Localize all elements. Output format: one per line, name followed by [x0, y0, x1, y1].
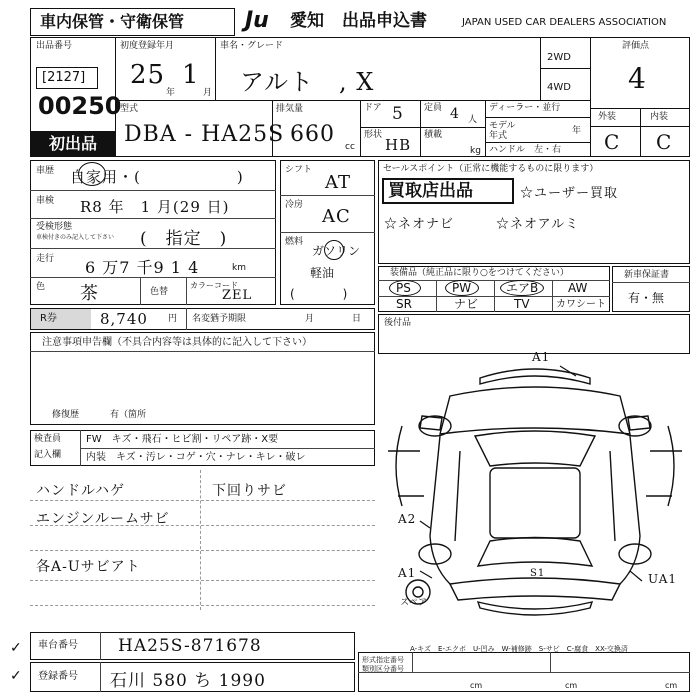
association-name: JAPAN USED CAR DEALERS ASSOCIATION — [462, 17, 667, 28]
usage-label: 車歴 — [36, 166, 55, 176]
certificate-cm-2: cm — [565, 681, 578, 690]
fuel-label: 燃料 — [285, 237, 304, 247]
model-value: DBA - HA25S — [124, 122, 285, 147]
plate-value: 石川 580 ち 1990 — [110, 671, 266, 691]
remark-2: 下回りサビ — [212, 483, 287, 499]
door-value: 5 — [392, 104, 404, 124]
damage-a1-front: A1 — [532, 350, 551, 364]
form-title: 出品申込書 — [342, 11, 427, 31]
damage-a2-left: A2 — [398, 512, 417, 526]
notes-label: 注意事項申告欄（不具合内容等は具体的に記入して下さい） — [42, 337, 312, 348]
equip-tv: TV — [514, 297, 530, 311]
certificate-label-1: 形式指定番号 — [362, 656, 404, 664]
sales-point-label: セールスポイント（正常に機能するものに限ります） — [383, 164, 599, 174]
score-label: 評価点 — [622, 41, 650, 51]
model-year-unit: 年 — [572, 126, 582, 136]
equip-sr: SR — [396, 297, 412, 311]
aftermarket-label: 後付品 — [384, 318, 412, 328]
cc-label: 排気量 — [276, 104, 304, 114]
load-unit: kg — [470, 146, 481, 156]
remark-4: 各A-Uサビアト — [36, 559, 141, 575]
equip-navi: ナビ — [454, 297, 479, 311]
lot-small-number: [2127] — [42, 70, 86, 85]
damage-legend: A-キズ E-エクボ U-凹み W-補修跡 S-サビ C-腐食 XX-交換済 — [410, 645, 628, 653]
ju-logo: Ju — [245, 8, 269, 33]
interior-label: 内装 — [650, 112, 669, 122]
color-value: 茶 — [80, 283, 99, 304]
spare-label: スペア — [400, 598, 428, 608]
registration-month: 1 — [182, 60, 200, 90]
equip-pw-circle — [445, 280, 479, 296]
inspector-label-2: 記入欄 — [34, 450, 62, 460]
car-name: アルト , X — [240, 68, 375, 96]
capacity-value: 4 — [450, 106, 460, 122]
fuel-diesel: 軽油 — [310, 266, 335, 280]
first-listing-badge: 初出品 — [31, 131, 115, 157]
inspector-interior-row: 内装 キズ・汚レ・コゲ・穴・ナレ・キレ・破レ — [86, 452, 306, 463]
name-label: 車名・グレード — [220, 41, 284, 51]
name-change-day: 日 — [352, 314, 362, 324]
equip-leather: カワシート — [556, 299, 606, 310]
model-year-label: モデル 年式 — [489, 121, 516, 141]
remark-3: エンジンルームサビ — [36, 511, 170, 527]
certificate-cm-1: cm — [470, 681, 483, 690]
damage-a1-left: A1 — [398, 566, 417, 580]
cc-unit: cc — [345, 142, 355, 152]
drive-2wd: 2WD — [547, 52, 571, 63]
handle-label: ハンドル 左・右 — [489, 145, 562, 155]
fuel-gasoline: ガソリン — [312, 244, 361, 258]
load-label: 積載 — [424, 130, 443, 140]
usage-circle — [78, 162, 106, 186]
brand-name: 愛知 — [290, 11, 324, 31]
sales-point-1: ☆ユーザー買取 — [520, 186, 619, 201]
warranty-label: 新車保証書 — [624, 270, 670, 280]
cc-value: 660 — [290, 122, 335, 147]
sales-point-3: ☆ネオアルミ — [496, 217, 580, 232]
mileage-value: 6 万7 千9 1 4 — [85, 258, 200, 277]
usage-value: 自家用・( ) — [70, 168, 244, 186]
equip-ps: PS — [396, 281, 411, 295]
color-label: 色 — [36, 282, 46, 292]
equipment-label: 装備品（純正品に限り○をつけてください） — [390, 268, 569, 278]
color-code-value: ZEL — [222, 288, 253, 303]
capacity-label: 定員 — [424, 103, 443, 113]
registration-year-unit: 年 — [166, 88, 176, 98]
mileage-unit: km — [232, 263, 246, 273]
interior-value: C — [656, 130, 673, 154]
remark-1: ハンドルハゲ — [36, 483, 126, 499]
name-change-label: 名変猶予期限 — [192, 314, 247, 324]
shape-value: HB — [385, 136, 412, 154]
recycle-unit: 円 — [168, 314, 178, 324]
ac-value: AC — [322, 206, 351, 227]
score-value: 4 — [628, 62, 647, 95]
repair-value: 有（箇所 — [110, 410, 147, 420]
recycle-label: R券 — [40, 313, 57, 324]
inspection-value: R8 年 1 月(29 日) — [80, 198, 230, 216]
buyer-stamp-text: 買取店出品 — [388, 181, 473, 201]
equip-airbag: エアB — [506, 281, 539, 295]
inspector-label-1: 検査員 — [34, 434, 62, 444]
equip-pw: PW — [452, 281, 472, 295]
door-label: ドア — [364, 103, 382, 113]
shape-label: 形状 — [364, 130, 383, 140]
damage-s1: S1 — [530, 568, 546, 579]
exterior-value: C — [604, 130, 621, 154]
gasoline-circle — [324, 240, 344, 260]
recycle-value: 8,740 — [100, 310, 148, 328]
paint-change-label: 色替 — [150, 287, 169, 297]
storage-note: 車内保管・守衛保管 — [40, 12, 185, 31]
inspection-form-note: 車検付きのみ記入して下さい — [36, 234, 115, 241]
inspection-form-value: ( 指定 ) — [140, 229, 228, 249]
registration-year: 25 — [130, 60, 166, 90]
inspection-form-label: 受検形態 — [36, 222, 73, 232]
equip-airbag-circle — [500, 280, 544, 296]
registration-label: 初度登録年月 — [120, 41, 175, 51]
chassis-label: 車台番号 — [38, 640, 78, 651]
fuel-other: ( ) — [290, 287, 348, 301]
shift-value: AT — [325, 172, 352, 193]
inspection-label: 車検 — [36, 196, 55, 206]
name-change-month: 月 — [305, 314, 315, 324]
lot-label: 出品番号 — [36, 41, 73, 51]
ac-label: 冷房 — [285, 200, 304, 210]
equip-aw: AW — [568, 281, 588, 295]
model-label: 型式 — [120, 104, 139, 114]
plate-label: 登録番号 — [38, 671, 78, 682]
aftermarket-block — [378, 314, 690, 354]
shift-label: シフト — [285, 165, 313, 175]
exterior-label: 外装 — [598, 112, 617, 122]
chassis-value: HA25S-871678 — [118, 636, 262, 656]
car-damage-diagram — [380, 356, 690, 626]
certificate-cm-3: cm — [665, 681, 678, 690]
capacity-unit: 人 — [468, 115, 478, 125]
mileage-label: 走行 — [36, 254, 55, 264]
lot-number: 00250 — [38, 92, 122, 120]
repair-label: 修復歴 — [52, 410, 80, 420]
drive-4wd: 4WD — [547, 82, 571, 93]
color-code-label: カラーコード — [190, 281, 238, 290]
inspector-fw-row: FW キズ・飛石・ヒビ割・リペア跡・X要 — [86, 434, 279, 445]
check-mark-1: ✓ — [10, 640, 23, 656]
dealer-label: ディーラー・並行 — [489, 103, 561, 113]
check-mark-2: ✓ — [10, 668, 23, 684]
sales-point-2: ☆ネオナビ — [384, 217, 455, 232]
damage-ua1: UA1 — [648, 572, 678, 586]
registration-month-unit: 月 — [203, 88, 213, 98]
warranty-value: 有・無 — [628, 291, 665, 305]
equip-ps-circle — [389, 280, 421, 296]
sales-point-block — [378, 160, 690, 264]
certificate-label-2: 類別区分番号 — [362, 665, 404, 673]
